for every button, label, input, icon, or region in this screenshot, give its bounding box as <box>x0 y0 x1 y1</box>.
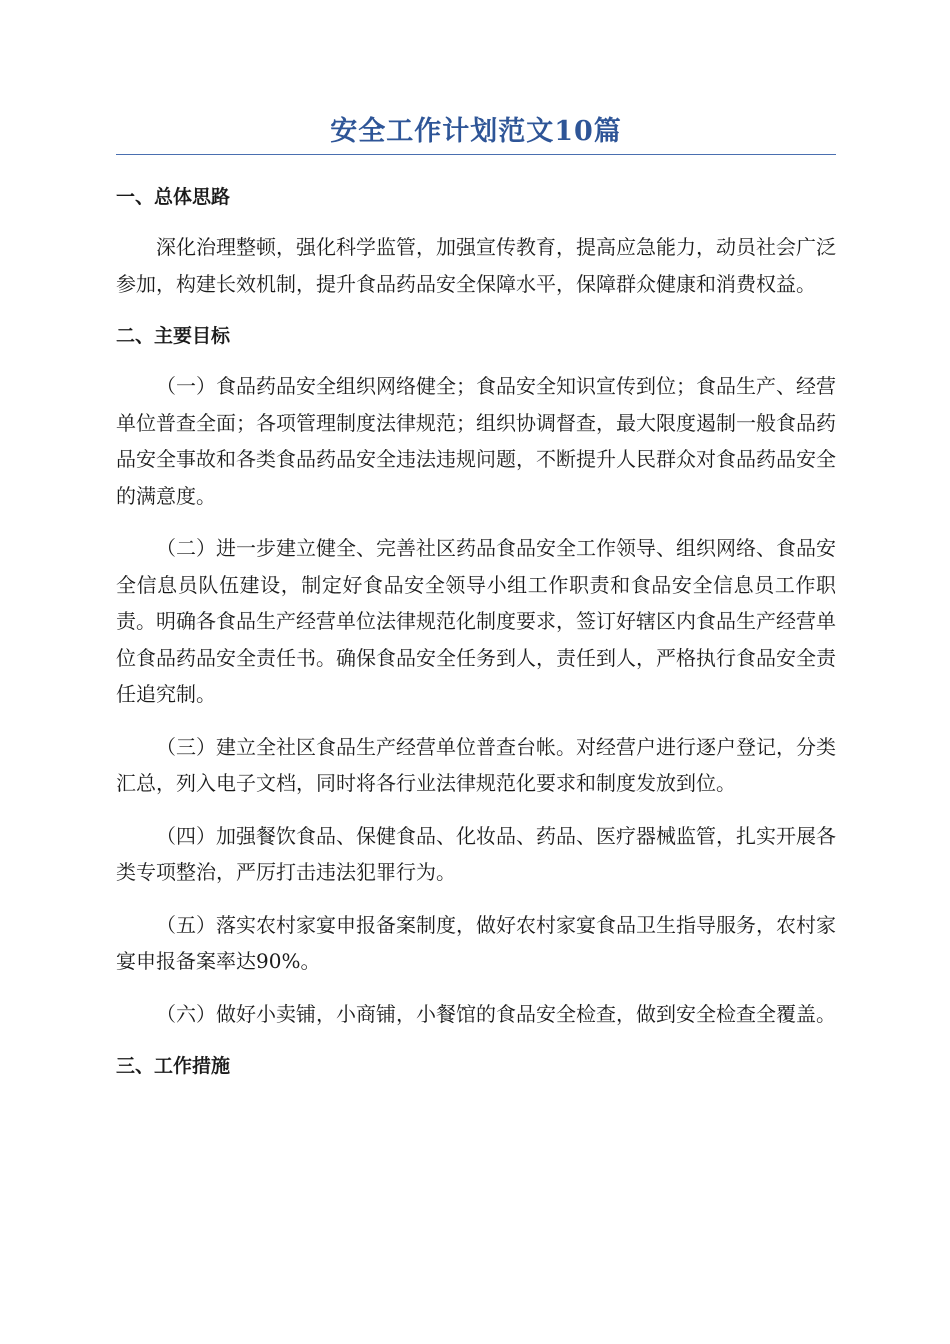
paragraph: （二）进一步建立健全、完善社区药品食品安全工作领导、组织网络、食品安全信息员队伍建设，制定好食品安全领导小组工作职责和食品安全信息员工作职责。明确各食品生产经营单位法律规范化制度要求，签订好辖区内食品生产经营单位食品药品安全责任书。确保食品安全任务到人，责任到人，严格执行食品安全责任追究制。 <box>116 536 836 706</box>
paragraph: （一）食品药品安全组织网络健全；食品安全知识宣传到位；食品生产、经营单位普查全面；各项管理制度法律规范；组织协调督查，最大限度遏制一般食品药品安全事故和各类食品药品安全违法违规问题，不断提升人民群众对食品药品安全的满意度。 <box>116 374 836 508</box>
paragraph: （五）落实农村家宴申报备案制度，做好农村家宴食品卫生指导服务，农村家宴申报备案率达90%。 <box>116 912 836 973</box>
section-heading: 一、总体思路 <box>116 186 231 208</box>
section-work-measures <box>116 1048 836 1084</box>
section-heading: 三、工作措施 <box>116 1055 231 1077</box>
paragraph: （四）加强餐饮食品、保健食品、化妆品、药品、医疗器械监管，扎实开展各类专项整治，严厉打击违法犯罪行为。 <box>116 823 836 884</box>
document-page <box>116 112 836 1098</box>
paragraph: 深化治理整顿，强化科学监管，加强宣传教育，提高应急能力，动员社会广泛参加，构建长效机制，提升食品药品安全保障水平，保障群众健康和消费权益。 <box>116 235 836 296</box>
document-title: 安全工作计划范文10篇 <box>330 116 622 147</box>
section-overall-approach <box>116 179 836 302</box>
paragraph: （三）建立全社区食品生产经营单位普查台帐。对经营户进行逐户登记，分类汇总，列入电子文档，同时将各行业法律规范化要求和制度发放到位。 <box>116 734 836 795</box>
section-main-goals <box>116 318 836 1032</box>
section-heading: 二、主要目标 <box>116 325 231 347</box>
title-underline <box>116 154 836 155</box>
paragraph: （六）做好小卖铺，小商铺，小餐馆的食品安全检查，做到安全检查全覆盖。 <box>156 1001 836 1026</box>
